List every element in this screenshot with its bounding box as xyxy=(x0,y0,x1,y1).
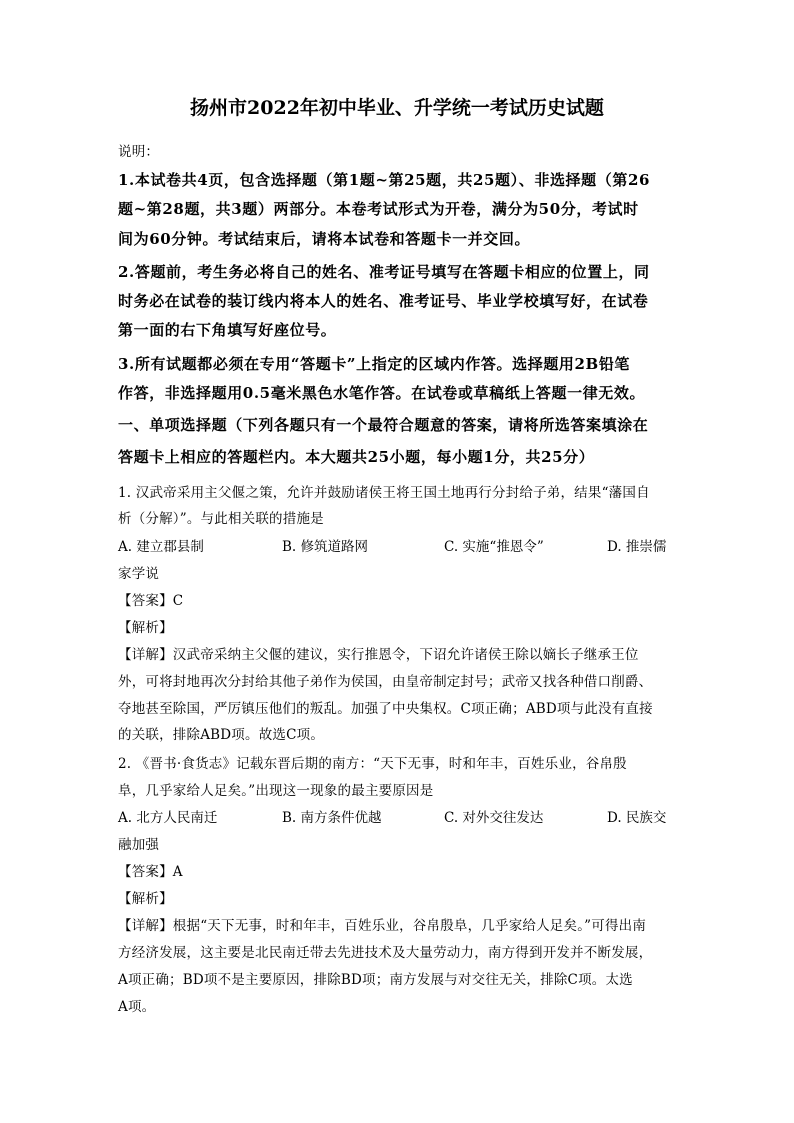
analysis-label: 【解析】 xyxy=(118,620,173,636)
option-a: A. 建立郡县制 xyxy=(118,539,204,555)
instruction-line: 间为60分钟。考试结束后，请将本试卷和答题卡一并交回。 xyxy=(118,230,531,248)
detail-line: A项正确；BD项不是主要原因，排除BD项；南方发展与对交往无关，排除C项。太选 xyxy=(118,972,633,988)
question-stem: 阜，几乎家给人足矣。”出现这一现象的最主要原因是 xyxy=(118,783,434,799)
instructions-label: 说明： xyxy=(118,144,160,160)
detail-line: 【详解】汉武帝采纳主父偃的建议，实行推恩令，下诏允许诸侯王除以嫡长子继承王位 xyxy=(118,647,639,663)
detail-line: 的关联，排除ABD项。故选C项。 xyxy=(118,727,325,743)
question-stem: 析（分解）”。与此相关联的措施是 xyxy=(118,511,324,527)
instruction-line: 作答，非选择题用0.5毫米黑色水笔作答。在试卷或草稿纸上答题一律无效。 xyxy=(118,384,646,402)
answer: 【答案】C xyxy=(118,593,184,609)
instruction-line: 2.答题前，考生务必将自己的姓名、准考证号填写在答题卡相应的位置上，同 xyxy=(118,263,650,281)
answer: 【答案】A xyxy=(118,864,183,880)
analysis-label: 【解析】 xyxy=(118,891,173,907)
instruction-line: 时务必在试卷的装订线内将本人的姓名、准考证号、毕业学校填写好，在试卷 xyxy=(118,292,649,310)
option-wrap: 融加强 xyxy=(118,837,160,853)
section-heading: 一、单项选择题（下列各题只有一个最符合题意的答案，请将所选答案填涂在 xyxy=(118,416,649,434)
option-d: D. 民族交 xyxy=(607,810,667,826)
detail-line: 【详解】根据“天下无事，时和年丰，百姓乐业，谷帛殷阜，几乎家给人足矣。”可得出南 xyxy=(118,918,647,934)
detail-line: 方经济发展，这主要是北民南迁带去先进技术及大量劳动力，南方得到开发并不断发展， xyxy=(118,945,653,961)
instruction-line: 第一面的右下角填写好座位号。 xyxy=(118,321,337,339)
option-d: D. 推崇儒 xyxy=(607,539,667,555)
question-stem: 1. 汉武帝采用主父偃之策，允许并鼓励诸侯王将王国土地再行分封给子弟，结果“藩国自 xyxy=(118,485,650,501)
detail-line: 外，可将封地再次分封给其他子弟作为侯国，由皇帝制定封号；武帝又找各种借口削爵、 xyxy=(118,674,653,690)
section-heading: 答题卡上相应的答题栏内。本大题共25小题，每小题1分，共25分） xyxy=(118,448,595,466)
instruction-line: 题~第28题，共3题）两部分。本卷考试形式为开卷，满分为50分，考试时 xyxy=(118,200,639,218)
question-stem: 2. 《晋书·食货志》记载东晋后期的南方：“天下无事，时和年丰，百姓乐业，谷帛殷 xyxy=(118,756,627,772)
option-b: B. 修筑道路网 xyxy=(282,539,369,555)
detail-line: 夺地甚至除国，严厉镇压他们的叛乱。加强了中央集权。C项正确；ABD项与此没有直接 xyxy=(118,701,653,717)
detail-line: A项。 xyxy=(118,999,156,1015)
instruction-line: 1.本试卷共4页，包含选择题（第1题~第25题，共25题）、非选择题（第26 xyxy=(118,171,651,189)
option-c: C. 对外交往发达 xyxy=(444,810,544,826)
page-title: 扬州市2022年初中毕业、升学统一考试历史试题 xyxy=(190,97,604,119)
option-c: C. 实施“推恩令” xyxy=(444,539,544,555)
instruction-line: 3.所有试题都必须在专用“答题卡”上指定的区域内作答。选择题用2B铅笔 xyxy=(118,355,631,373)
option-b: B. 南方条件优越 xyxy=(282,810,382,826)
option-a: A. 北方人民南迁 xyxy=(118,810,218,826)
option-wrap: 家学说 xyxy=(118,566,160,582)
